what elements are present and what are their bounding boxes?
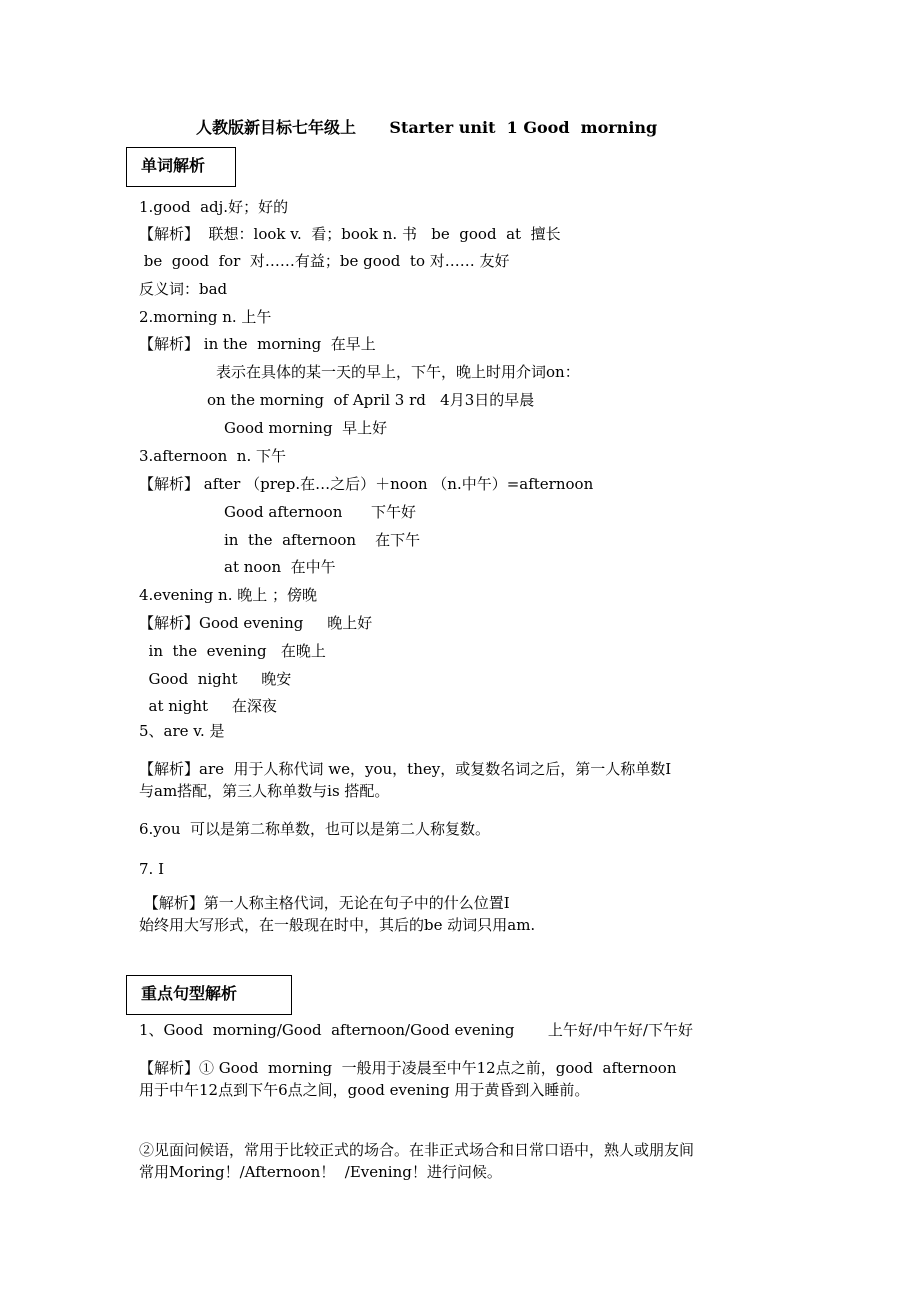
entry-i-headword: 7. I — [139, 860, 165, 878]
entry-morning-analysis: 【解析】 in the morning 在早上 — [139, 335, 376, 353]
entry-morning-note: 表示在具体的某一天的早上，下午，晚上时用介词on： — [216, 363, 580, 381]
entry-afternoon-greeting: Good afternoon 下午好 — [224, 503, 416, 521]
entry-good-headword: 1.good adj.好；好的 — [139, 198, 289, 216]
entry-evening-phrase: in the evening 在晚上 — [139, 642, 326, 660]
entry-evening-analysis: 【解析】Good evening 晚上好 — [139, 614, 373, 632]
sentence-1: 1、Good morning/Good afternoon/Good evening 上午好/中午好/下午好 — [139, 1021, 693, 1039]
entry-afternoon-headword: 3.afternoon n. 下午 — [139, 447, 286, 465]
entry-good-phrases: be good for 对……有益；be good to 对…… 友好 — [139, 252, 510, 270]
entry-afternoon-analysis: 【解析】 after （prep.在…之后）＋noon （n.中午）=afternoon — [139, 475, 594, 493]
sentence-1-note: ②见面问候语，常用于比较正式的场合。在非正式场合和日常口语中，熟人或朋友间 — [139, 1141, 695, 1159]
entry-i-analysis-cont: 始终用大写形式，在一般现在时中，其后的be 动词只用am. — [139, 916, 536, 934]
entry-are-headword: 5、are v. 是 — [139, 722, 225, 740]
document-title: 人教版新目标七年级上 Starter unit 1 Good morning — [196, 118, 658, 137]
entry-i-analysis: 【解析】第一人称主格代词，无论在句子中的什么位置I — [139, 894, 510, 912]
entry-night-greeting: Good night 晚安 — [139, 670, 292, 688]
section-heading-label: 单词解析 — [141, 156, 206, 175]
entry-you: 6.you 可以是第二称单数，也可以是第二人称复数。 — [139, 820, 491, 838]
section-heading-vocabulary — [126, 147, 236, 187]
entry-evening-headword: 4.evening n. 晚上 ；傍晚 — [139, 586, 317, 604]
entry-night-phrase: at night 在深夜 — [139, 697, 277, 715]
sentence-1-note-cont: 常用Moring！/Afternoon！ /Evening！进行问候。 — [139, 1163, 502, 1181]
entry-noon-phrase: at noon 在中午 — [224, 558, 336, 576]
section-heading-label: 重点句型解析 — [141, 984, 238, 1003]
entry-good-antonym: 反义词：bad — [139, 280, 228, 298]
entry-morning-example: on the morning of April 3 rd 4月3日的早晨 — [207, 391, 535, 409]
entry-morning-greeting: Good morning 早上好 — [224, 419, 388, 437]
section-heading-sentences — [126, 975, 292, 1015]
entry-good-analysis: 【解析】 联想：look v. 看；book n. 书 be good at 擅长 — [139, 225, 561, 243]
sentence-1-analysis-cont: 用于中午12点到下午6点之间，good evening 用于黄昏到入睡前。 — [139, 1081, 590, 1099]
entry-afternoon-phrase: in the afternoon 在下午 — [224, 531, 421, 549]
entry-are-analysis: 【解析】are 用于人称代词 we，you，they，或复数名词之后，第一人称单数I — [139, 760, 672, 778]
sentence-1-analysis: 【解析】① Good morning 一般用于凌晨至中午12点之前，good afternoon — [139, 1059, 677, 1077]
entry-are-analysis-cont: 与am搭配，第三人称单数与is 搭配。 — [139, 782, 390, 800]
entry-morning-headword: 2.morning n. 上午 — [139, 308, 272, 326]
